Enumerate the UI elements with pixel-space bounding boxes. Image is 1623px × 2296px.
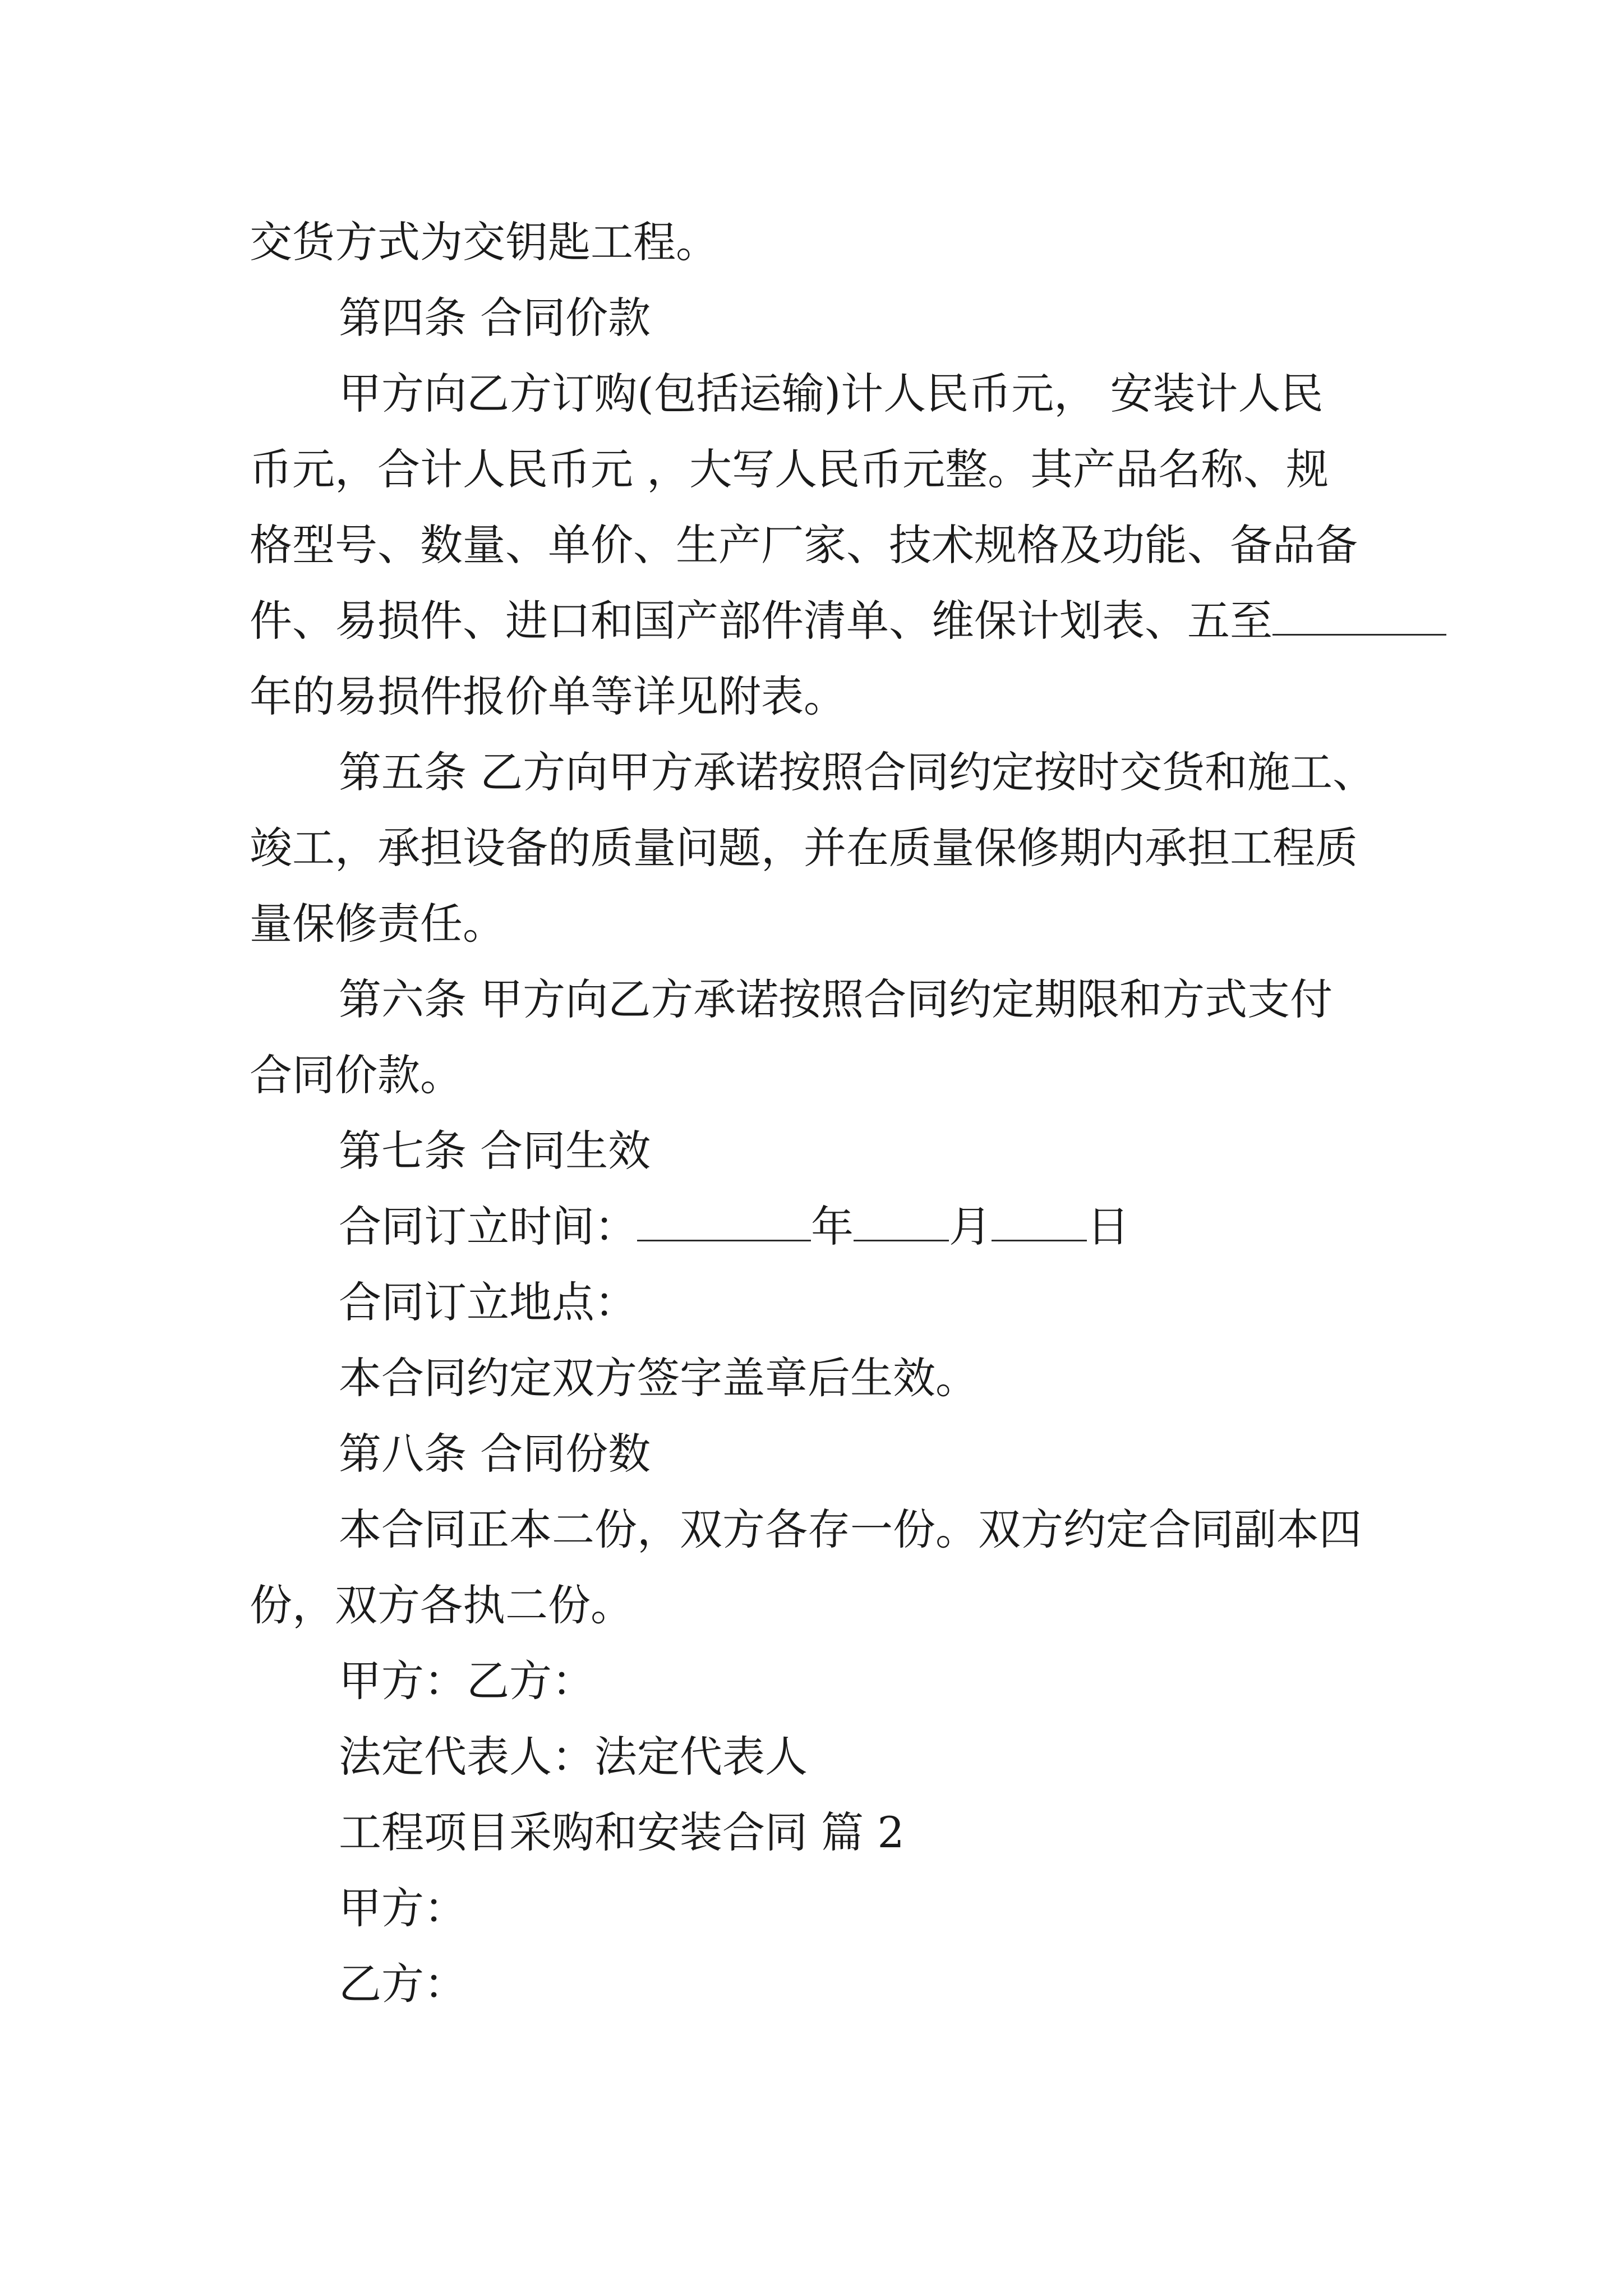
- text-line: 量保修责任。: [250, 899, 505, 949]
- day-label: 日: [1087, 1202, 1129, 1251]
- party-b-line: 乙方：: [339, 1959, 467, 2009]
- text-line-with-blank: [250, 593, 1377, 649]
- fill-in-blank: [1272, 595, 1446, 636]
- text-line: 份，双方各执二份。: [250, 1580, 633, 1630]
- text-line: 本合同约定双方签字盖章后生效。: [339, 1353, 978, 1403]
- date-label: 合同订立时间：: [339, 1202, 637, 1251]
- year-label: 年: [811, 1202, 854, 1251]
- text-line: 合同价款。: [250, 1050, 463, 1100]
- text-line: 本合同正本二份，双方各存一份。双方约定合同副本四: [339, 1504, 1362, 1554]
- day-blank: [992, 1200, 1087, 1241]
- representative-line: 法定代表人：法定代表人: [339, 1732, 808, 1782]
- section-heading-line: 第六条 甲方向乙方承诺按照合同约定期限和方式支付: [339, 974, 1333, 1024]
- contract-title: 工程项目采购和安装合同 篇 2: [339, 1807, 905, 1857]
- month-label: 月: [949, 1202, 992, 1251]
- text-line: 交货方式为交钥匙工程。: [250, 217, 718, 267]
- month-blank: [854, 1200, 949, 1241]
- text-line: 格型号、数量、单价、生产厂家、技术规格及功能、备品备: [250, 520, 1358, 570]
- section-heading: 第七条 合同生效: [339, 1126, 651, 1176]
- section-heading: 第八条 合同份数: [339, 1429, 651, 1479]
- contract-place-line: 合同订立地点：: [339, 1277, 637, 1327]
- section-heading-line: 第五条 乙方向甲方承诺按照合同约定按时交货和施工、: [339, 747, 1376, 797]
- party-line: 甲方：乙方：: [339, 1656, 594, 1706]
- year-blank: [637, 1200, 811, 1241]
- text-line: 甲方向乙方订购(包括运输)计人民币元， 安装计人民: [339, 369, 1324, 418]
- contract-date-line: [339, 1199, 1466, 1255]
- text-line: 竣工，承担设备的质量问题，并在质量保修期内承担工程质: [250, 823, 1358, 873]
- text-fragment: 件、易损件、进口和国产部件清单、维保计划表、五至: [250, 596, 1272, 646]
- text-line: 币元，合计人民币元 ，大写人民币元整。其产品名称、规: [250, 444, 1329, 494]
- party-a-line: 甲方：: [339, 1883, 467, 1933]
- text-line: 年的易损件报价单等详见附表。: [250, 671, 846, 721]
- section-heading: 第四条 合同价款: [339, 293, 651, 343]
